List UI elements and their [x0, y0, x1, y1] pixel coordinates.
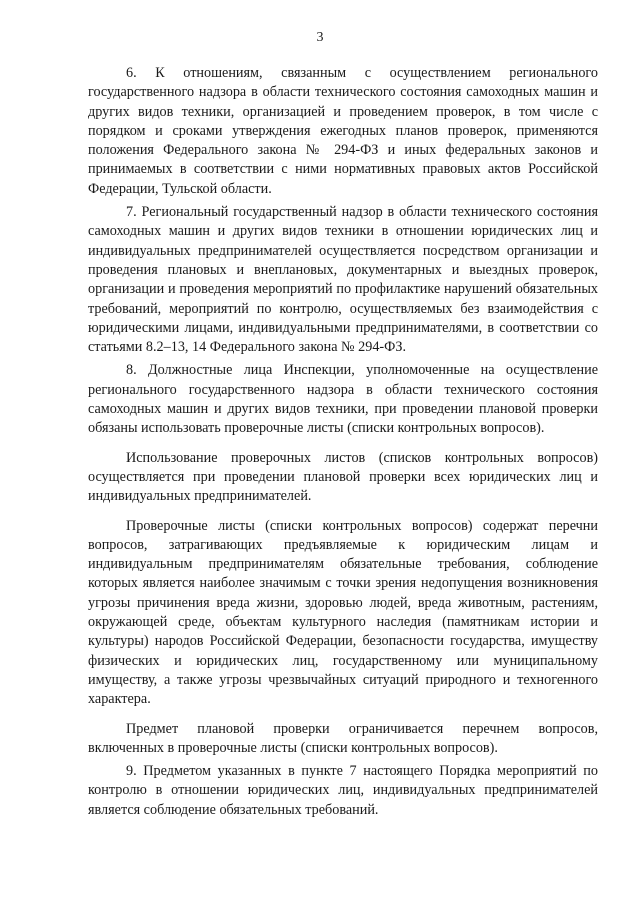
paragraph-checklist-usage: Использование проверочных листов (списков контрольных вопросов) осуществляется при проведении плановой проверки всех юридических лиц и индивидуальных предпринимателей. — [88, 449, 598, 505]
page-number: 3 — [316, 30, 324, 45]
paragraph-checklist-content: Проверочные листы (списки контрольных вопросов) содержат перечни вопросов, затрагивающих предъявляемые к юридическим лицам и индивидуальным предпринимателям обязательные требования, соблюдение которых является наиболее значимым с точки зрения недопущения возникновения угрозы причинения вреда жизни, здоровью людей, вреда животным, растениям, окружающей среде, объектам культурного наследия (памятникам истории и культуры) народов Российской Федерации, безопасности государства, имуществу физических и юридических лиц, государственному или муниципальному имуществу, а также угрозы чрезвычайных ситуаций природного и техногенного характера. — [88, 517, 598, 708]
paragraph-9: 9. Предметом указанных в пункте 7 настоящего Порядка мероприятий по контролю в отношении юридических лиц, индивидуальных предпринимателей является соблюдение обязательных требований. — [88, 763, 598, 818]
paragraph-8: 8. Должностные лица Инспекции, уполномоченные на осуществление регионального государственного надзора в области технического состояния самоходных машин и других видов техники, при проведении плановой проверки обязаны использовать проверочные листы (списки контрольных вопросов). — [88, 362, 598, 437]
paragraph-inspection-subject: Предмет плановой проверки ограничивается перечнем вопросов, включенных в проверочные листы (списки контрольных вопросов). — [88, 720, 598, 756]
paragraph-6: 6. К отношениям, связанным с осуществлением регионального государственного надзора в области технического состояния самоходных машин и других видов техники, организацией и проведением проверок, в том числе с порядком и сроками утверждения ежегодных планов проверок, применяются положения Федерального закона № 294-ФЗ и иных федеральных законов и принимаемых в соответствии с ними нормативных правовых актов Российской Федерации, Тульской области. — [88, 65, 598, 197]
document-body — [88, 64, 598, 824]
paragraph-7: 7. Региональный государственный надзор в области технического состояния самоходных машин и других видов техники в отношении юридических лиц и индивидуальных предпринимателей осуществляется посредством организации и проведения плановых и внеплановых, документарных и выездных проверок, организации и проведения мероприятий по профилактике нарушений обязательных требований, мероприятий по контролю, осуществляемых без взаимодействия с юридическими лицами, индивидуальными предпринимателями, в соответствии со статьями 8.2–13, 14 Федерального закона № 294-ФЗ. — [88, 204, 598, 356]
